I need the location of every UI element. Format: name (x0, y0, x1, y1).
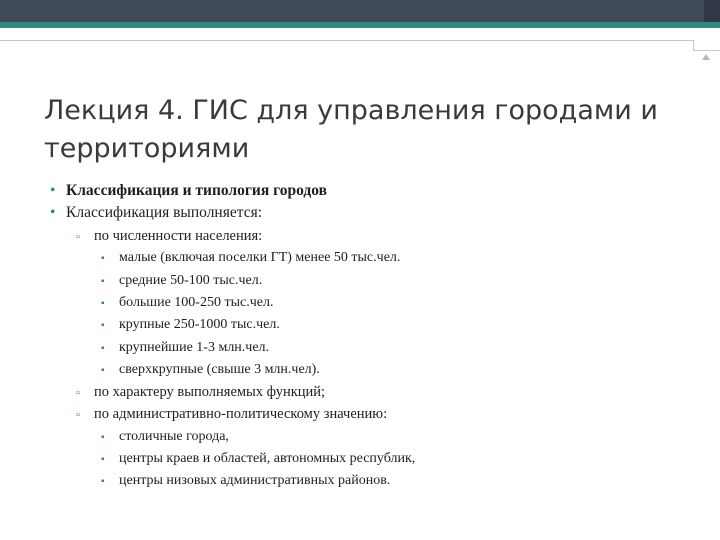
bullet-dot-icon: • (50, 182, 56, 199)
list-item-text: Классификация и типология городов (66, 182, 328, 199)
header-accent-stripe (0, 22, 720, 28)
bullet-small-square-icon: ▪ (101, 276, 105, 287)
bullet-small-square-icon: ▪ (101, 432, 105, 443)
bullet-small-square-icon: ▪ (101, 298, 105, 309)
slide-title: Лекция 4. ГИС для управления городами и территориями (44, 95, 658, 164)
bullet-small-square-icon: ▪ (101, 253, 105, 264)
bullet-small-square-icon: ▪ (101, 476, 105, 487)
subsublist-item (101, 426, 229, 448)
sublist-item-text: по административно-политическому значению: (94, 406, 388, 422)
subsublist-item-text: крупнейшие 1-3 млн.чел. (119, 340, 270, 355)
sublist-item (76, 403, 387, 425)
subsublist-item (101, 337, 269, 359)
frame-line (0, 40, 693, 41)
subsublist-item (101, 359, 320, 381)
bullet-square-outline-icon: ▫ (76, 387, 80, 399)
subsublist-item (101, 470, 390, 492)
header-corner-block (704, 0, 720, 22)
bullet-small-square-icon: ▪ (101, 365, 105, 376)
sublist-item (76, 225, 262, 247)
bullet-square-outline-icon: ▫ (76, 409, 80, 421)
sublist-item-text: по характеру выполняемых функций; (94, 384, 326, 400)
subsublist-item-text: большие 100-250 тыс.чел. (119, 295, 274, 310)
subsublist-item (101, 448, 415, 470)
subsublist-item-text: малые (включая поселки ГТ) менее 50 тыс.чел. (119, 250, 401, 265)
subsublist-item-text: сверхкрупные (свыше 3 млн.чел). (119, 362, 320, 377)
subsublist-item (101, 247, 400, 269)
subsublist-item-text: крупные 250-1000 тыс.чел. (119, 317, 280, 332)
list-item-text: Классификация выполняется: (66, 204, 263, 221)
bullet-square-outline-icon: ▫ (76, 231, 80, 243)
subsublist-item-text: средние 50-100 тыс.чел. (119, 273, 263, 288)
sublist-item-text: по численности населения: (94, 228, 263, 244)
subsublist-item (101, 314, 280, 336)
bullet-small-square-icon: ▪ (101, 320, 105, 331)
bullet-small-square-icon: ▪ (101, 343, 105, 354)
list-item (50, 180, 327, 202)
subsublist-item-text: центры краев и областей, автономных республик, (119, 451, 416, 466)
subsublist-item-text: столичные города, (119, 429, 229, 444)
bullet-dot-icon: • (50, 204, 56, 221)
subsublist-item (101, 270, 262, 292)
subsublist-item (101, 292, 273, 314)
list-item (50, 202, 262, 224)
sublist-item (76, 381, 325, 403)
subsublist-item-text: центры низовых административных районов. (119, 473, 391, 488)
bullet-small-square-icon: ▪ (101, 454, 105, 465)
header-band (0, 0, 720, 22)
frame-line-notch (693, 40, 694, 50)
frame-line-right (693, 50, 720, 51)
triangle-icon (702, 54, 710, 60)
